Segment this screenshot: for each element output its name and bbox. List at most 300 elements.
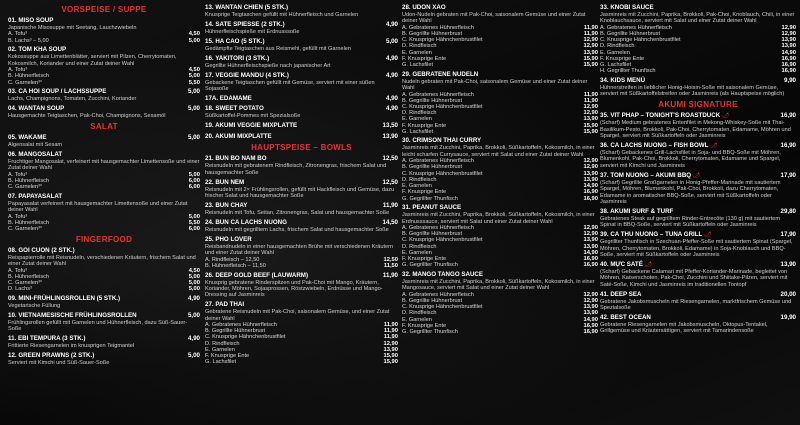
option-label: B. Gegrillte Hühnerbrust bbox=[402, 231, 463, 238]
menu-item-price: 4,90 bbox=[385, 20, 398, 28]
menu-item-name: 34. KIDS MENÜ bbox=[600, 76, 646, 84]
menu-item-price: 4,90 bbox=[187, 294, 200, 302]
menu-item-title bbox=[402, 204, 461, 212]
option-price: 12,90 bbox=[583, 231, 598, 238]
menu-item-header bbox=[8, 105, 200, 113]
menu-item-title bbox=[8, 105, 64, 113]
menu-item-header bbox=[600, 314, 796, 322]
menu-item-header bbox=[402, 137, 598, 145]
menu-item-option bbox=[8, 226, 200, 232]
option-price: 12,50 bbox=[383, 256, 398, 263]
option-label: A. Tofu³ bbox=[8, 31, 28, 38]
menu-item-title bbox=[600, 4, 654, 12]
option-price: 12,90 bbox=[781, 31, 796, 38]
menu-item-header bbox=[402, 71, 598, 79]
option-price: 12,90 bbox=[583, 158, 598, 165]
menu-item-title bbox=[600, 142, 718, 150]
menu-item bbox=[205, 55, 398, 69]
option-price: 6,00 bbox=[188, 177, 200, 184]
menu-item-header bbox=[600, 231, 796, 239]
menu-column-2 bbox=[205, 4, 398, 425]
menu-item-price: 11,90 bbox=[382, 271, 398, 279]
chili-icon: 🌶 bbox=[708, 142, 718, 149]
menu-item-title bbox=[600, 291, 642, 299]
menu-item-title bbox=[8, 17, 53, 25]
option-label: A. Tofu³ bbox=[8, 171, 28, 178]
option-price: 16,90 bbox=[781, 68, 796, 75]
option-price: 13,90 bbox=[583, 176, 598, 183]
menu-item-description: Gebratenes Steak auf gegrilltem Rinder-Entrecôte (130 g) mit sautiertem Spinat in BBQ-Soße, serviert mit Süßkartoffeln oder Jasminreis bbox=[600, 215, 781, 229]
menu-item-description: Jasminreis mit Zucchini, Paprika, Brokkoli, Süßkartoffeln, Kokosmilch, in einer leicht scharfen Currysauce, serviert mit Salat und einer Zutat deiner Wahl bbox=[402, 145, 595, 158]
menu-item-title bbox=[402, 137, 481, 145]
menu-item-header bbox=[600, 291, 796, 299]
option-price: 12,90 bbox=[583, 103, 598, 110]
menu-item-description: Reispapierrolle mit Reisnudeln, verschiedenen Kräutern, frischem Salat und einer Zutat deiner Wahl bbox=[8, 254, 196, 268]
option-price: 11,90 bbox=[583, 24, 598, 31]
option-price: 16,90 bbox=[583, 256, 598, 263]
menu-item-title bbox=[402, 71, 478, 79]
menu-item-name: 19. AKUMI VEGGIE MIXPLATTE bbox=[205, 122, 298, 130]
menu-item-header bbox=[600, 142, 796, 150]
menu-item-header bbox=[8, 88, 200, 96]
menu-item-header bbox=[8, 46, 200, 54]
menu-item-name: 03. CA HOI SOUP / LACHSSUPPE bbox=[8, 88, 107, 96]
menu-item-description: Reisnudeln mit gegrilltem Lachs, frischem Salat und hausgemachter Soße bbox=[205, 226, 389, 233]
menu-item-header bbox=[8, 295, 200, 303]
menu-column-4 bbox=[600, 4, 796, 425]
menu-item-description: Knusprig gebratene Rinderspitzen und Pak-Choi mit Mango, Kräutern, Koriander, Möhren, Sojasprossen, Röstzwiebeln, Erdnüsse und Mango-Dressing auf Jasminreis bbox=[205, 279, 383, 299]
menu-item-title bbox=[205, 105, 264, 113]
menu-item-title bbox=[205, 155, 267, 163]
menu-item bbox=[8, 352, 200, 366]
menu-item-description: Hühnerfleischspieße mit Erdnusssoße bbox=[205, 28, 300, 35]
option-label: A. Tofu³ bbox=[8, 267, 28, 274]
menu-item-option bbox=[205, 359, 398, 365]
option-label: G. Gegrillter Thunfisch bbox=[402, 262, 458, 269]
menu-item bbox=[402, 137, 598, 201]
menu-item-header bbox=[8, 193, 200, 201]
option-label: A. Gebratenes Hühnerfleisch bbox=[402, 291, 474, 298]
option-price: 12,90 bbox=[583, 43, 598, 50]
menu-item bbox=[205, 272, 398, 299]
menu-item-title bbox=[8, 247, 75, 255]
menu-item-description: Serviert mit Kimchi und Süß-Sauer-Soße bbox=[8, 360, 110, 367]
menu-item-header bbox=[402, 271, 598, 279]
menu-item-description: Süßkartoffel-Pommes mit Spezialsoße bbox=[205, 113, 301, 120]
menu-item bbox=[8, 247, 200, 293]
option-price: 4,50 bbox=[188, 31, 200, 38]
menu-item-title bbox=[205, 95, 252, 103]
option-label: B. Hühnerfleisch bbox=[8, 73, 50, 80]
menu-item-title bbox=[600, 112, 730, 120]
menu-item-description: Papayasalat verfeinert mit hausgemachter Limettensoße und einer Zutat deiner Wahl bbox=[8, 200, 188, 214]
menu-item-option bbox=[402, 129, 598, 135]
menu-item-description: Gedämpfte Teigtaschen aus Reismehl, gefüllt mit Garnelen bbox=[205, 45, 352, 52]
menu-item bbox=[8, 335, 200, 349]
menu-item-header bbox=[205, 202, 398, 210]
option-price: 13,90 bbox=[781, 43, 796, 50]
option-label: A. Gebratenes Hühnerfleisch bbox=[600, 24, 672, 31]
menu-item-option bbox=[402, 262, 598, 268]
menu-item-description: Jasminreis mit Zucchini, Paprika, Brokkoli, Süßkartoffeln, Kokosmilch, in einer Erdnusssauce, serviert mit Salat und einer Zutat deiner Wahl bbox=[402, 212, 595, 225]
option-label: C. Knusprige Hähnchenbrustfilet bbox=[402, 170, 483, 177]
menu-item-name: 38. AKUMI SURF & TURF bbox=[600, 207, 674, 215]
menu-item bbox=[8, 105, 200, 119]
menu-item-option bbox=[205, 263, 398, 269]
menu-item-name: 13. WANTAN CHIEN (5 STK.) bbox=[205, 4, 289, 11]
menu-item-name: 08. GOI CUON (2 STK.) bbox=[8, 246, 75, 254]
menu-item-name: 09. MINI-FRÜHLINGSROLLEN (5 STK.) bbox=[8, 294, 121, 302]
menu-item-price: 13,50 bbox=[382, 122, 398, 130]
menu-item-title bbox=[205, 236, 252, 244]
menu-item-header bbox=[600, 112, 796, 120]
menu-item-price: 14,50 bbox=[382, 218, 398, 226]
menu-item-description: Hühnerstreifen in lieblicher Honig-Hoisin-Soße mit saisonalem Gemüse, serviert mit Süßkartoffelstreifen oder Jasminreis (als Hauptspeise möglich) bbox=[600, 84, 785, 98]
option-label: D. Rindfleisch bbox=[600, 43, 635, 50]
menu-item-price: 4,90 bbox=[187, 335, 200, 343]
option-price: 13,90 bbox=[583, 243, 598, 250]
menu-item-name: 27. PAD THAI bbox=[205, 301, 245, 309]
menu-item-description: Gegrillter Thunfisch in Szechuan-Pfeffer-Soße mit sautiertem Spinat (Spargel, Möhren, Cherrytomaten, Brokkoli, Edamame) in Soja-Knoblauch und BBQ-Soße, serviert mit Süßkartoffeln oder Jasminreis bbox=[600, 239, 793, 258]
menu-item bbox=[205, 105, 398, 119]
menu-item-name: 36. CA LACHS NUONG – FISH BOWL bbox=[600, 141, 709, 149]
menu-item-header bbox=[8, 151, 200, 159]
menu-item-description: Frühlingsrollen gefüllt mit Garnelen und Hühnerfleisch, dazu Süß-Sauer-Soße bbox=[8, 319, 188, 333]
menu-item-title bbox=[205, 4, 288, 12]
option-label: B. Hühnerfleisch bbox=[8, 219, 50, 226]
option-price: 16,90 bbox=[583, 195, 598, 202]
option-price: 11,50 bbox=[383, 262, 398, 269]
menu-item bbox=[205, 236, 398, 269]
menu-item-title bbox=[205, 21, 285, 29]
option-label: C. Garnelen³° bbox=[8, 226, 43, 233]
menu-item-price: 9,90 bbox=[783, 76, 796, 84]
option-label: D. Rindfleisch bbox=[205, 340, 240, 347]
menu-item bbox=[205, 72, 398, 93]
menu-item-price: 16,90 bbox=[780, 141, 796, 149]
option-price: 5,00 bbox=[188, 273, 200, 280]
menu-item-title bbox=[8, 352, 94, 360]
option-price: 15,90 bbox=[583, 122, 598, 129]
menu-item-title bbox=[205, 219, 287, 227]
menu-item-name: 42. BEST OCEAN bbox=[600, 313, 651, 321]
menu-item-title bbox=[8, 134, 47, 142]
menu-item-name: 32. MANGO TANGO SAUCE bbox=[402, 270, 484, 278]
option-label: A. Rindfleisch – 12,50 bbox=[205, 256, 260, 263]
menu-item-title bbox=[205, 202, 247, 210]
menu-item-description: Gebratene Reisnudeln mit Pak-Choi, saisonalem Gemüse, und einer Zutat deiner Wahl bbox=[205, 309, 390, 322]
menu-item-name: 35. VIT PHAP – TONIGHT'S ROASTDUCK bbox=[600, 112, 721, 120]
menu-item-name: 06. MANGOSALAT bbox=[8, 150, 63, 158]
option-price: 14,90 bbox=[583, 316, 598, 323]
menu-item-title bbox=[8, 312, 137, 320]
section-heading: FINGERFOOD bbox=[75, 234, 133, 244]
menu-item-header bbox=[8, 312, 200, 320]
menu-item-header bbox=[205, 95, 398, 103]
menu-item bbox=[205, 133, 398, 141]
option-price: 15,90 bbox=[383, 359, 398, 366]
menu-item-title bbox=[8, 193, 62, 201]
option-label: C. Knusprige Hähnchenbrustfilet bbox=[402, 237, 483, 244]
menu-item-name: 37. TOM NUONG – AKUMI BBQ bbox=[600, 171, 692, 179]
option-price: 11,90 bbox=[383, 322, 398, 329]
menu-item-title bbox=[205, 272, 308, 280]
menu-item-header bbox=[205, 133, 398, 141]
menu-item-name: 21. BUN BO NAM BO bbox=[205, 155, 267, 163]
menu-item-header bbox=[205, 179, 398, 187]
menu-item bbox=[600, 77, 796, 98]
option-price: 5,00 bbox=[188, 171, 200, 178]
option-label: A. Gebratenes Hühnerfleisch bbox=[402, 158, 474, 165]
option-price: 13,90 bbox=[383, 346, 398, 353]
option-label: H. Gegrillter Thunfisch bbox=[600, 68, 656, 75]
option-label: D. Rindfleisch bbox=[402, 176, 437, 183]
option-label: A. Gebratenes Hühnerfleisch bbox=[402, 225, 474, 232]
option-price: 6,00 bbox=[188, 226, 200, 233]
menu-item-description: (Scharf) Gebackenes Grill-Lachsfilet in Soja- und BBQ-Soße mit Möhren, Blumenkohl, Pak-Choi, Brokkoli, Cherrytomaten, Edamame und Spargel, serviert mit Kimchi und Jasminreis bbox=[600, 149, 781, 169]
option-price: 12,90 bbox=[583, 297, 598, 304]
option-price: 15,90 bbox=[583, 128, 598, 135]
menu-item-header bbox=[205, 72, 398, 80]
option-price: 14,90 bbox=[583, 249, 598, 256]
option-label: G. Gegrillter Thunfisch bbox=[402, 195, 458, 202]
option-label: D. Rindfleisch bbox=[402, 310, 437, 317]
menu-item-description: (Scharf) Gebackene Calamari mit Pfeffer-Koriander-Marinade, begleitet von Möhren, Kaiserschoten, Pak-Choi, Zucchini und Shiitake-Pilzen, serviert mit Saté-Soße, Kimchi und Jasminreis im traditionellen Tontopf bbox=[600, 268, 788, 288]
menu-item-description: Reisnudeln mit 2× Frühlingsrollen, gefüllt mit Hackfleisch und Gemüse, dazu frischer Salat und hausgemachter Soße bbox=[205, 186, 395, 200]
option-label: F. Knusprige Ente bbox=[402, 122, 447, 129]
menu-item-header bbox=[205, 236, 398, 244]
menu-item bbox=[402, 4, 598, 68]
menu-item-name: 26. DEEP GOLD BEEF (LAUWARM) bbox=[205, 271, 309, 279]
option-price: 14,90 bbox=[781, 49, 796, 56]
option-label: E. Garnelen bbox=[600, 49, 630, 56]
menu-item-price: 5,00 bbox=[187, 311, 200, 319]
menu-item-option bbox=[8, 184, 200, 190]
menu-item-description: Algensalat mit Sesam bbox=[8, 142, 63, 149]
option-label: B. Gegrillte Hühnerbrust bbox=[402, 297, 463, 304]
menu-item-name: 25. PHO LOVER bbox=[205, 235, 252, 243]
option-price: 5,50 bbox=[188, 219, 200, 226]
menu-item-header bbox=[205, 219, 398, 227]
menu-item-name: 15. HA CAO (5 STK.) bbox=[205, 37, 265, 45]
chili-icon: 🌶 bbox=[702, 232, 712, 239]
menu-item bbox=[8, 193, 200, 232]
option-label: B. Gegrillte Hühnerbrust bbox=[600, 31, 661, 38]
option-price: 16,90 bbox=[583, 189, 598, 196]
option-label: C. Garnelen³° bbox=[8, 184, 43, 191]
menu-item-description: (Scharf) Medium gebratenes Entenfilet in Mekong-Whiskey-Soße mit Thai-Basilikum-Pesto, Brokkoli, Pak-Choi, Cherrytomaten, Edamame, Möhren und Spargel, serviert mit Süßkartoffeln oder Jasminreis bbox=[600, 120, 791, 140]
option-label: F. Knusprige Ente bbox=[402, 322, 447, 329]
option-label: G. Lachsfilet bbox=[402, 62, 434, 69]
menu-item-option bbox=[8, 80, 200, 86]
menu-item-header bbox=[205, 105, 398, 113]
option-price: 13,90 bbox=[583, 116, 598, 123]
menu-item-description: Nudeln gebraten mit Pak-Choi, saisonalem Gemüse und einer Zutat deiner Wahl bbox=[402, 78, 588, 92]
menu-item-name: 05. WAKAME bbox=[8, 134, 47, 142]
option-label: A. Tofu³ bbox=[8, 67, 28, 74]
menu-item-price: 4,90 bbox=[385, 54, 398, 62]
menu-item-description: Gebackene Teigtaschen gefüllt mit Gemüse, serviert mit einer süßen Sojasoße bbox=[205, 79, 375, 93]
menu-item-name: 28. UDON XAO bbox=[402, 4, 446, 11]
menu-item-description: Reisbandnudeln in einer hausgemachten Brühe mit verschiedenen Kräutern und einer Zutat deiner Wahl bbox=[205, 243, 394, 257]
menu-item-name: 17A. EDAMAME bbox=[205, 94, 252, 102]
menu-item-title bbox=[205, 55, 269, 63]
option-label: B. Gegrillte Hühnerbrust bbox=[402, 97, 463, 104]
option-price: 5,00 bbox=[188, 213, 200, 220]
menu-item-price: 12,50 bbox=[382, 155, 398, 163]
option-price: 16,90 bbox=[583, 322, 598, 329]
menu-item-price: 11,90 bbox=[382, 201, 398, 209]
menu-item-price: 4,90 bbox=[385, 105, 398, 113]
menu-item-description: Vegetarische Füllung bbox=[8, 302, 61, 309]
option-label: A. Gebratenes Hühnerfleisch bbox=[205, 322, 277, 329]
option-label: C. Knusprige Hähnchenbrustfilet bbox=[402, 103, 483, 110]
option-price: 11,90 bbox=[583, 91, 598, 98]
menu-item-title bbox=[8, 295, 120, 303]
menu-item-description: Jasminreis mit Zucchini, Paprika, Brokkoli, Pak-Choi, Knoblauch, Chili, in einer Knoblauchsauce, serviert mit Salat und einer Zutat deiner Wahl bbox=[600, 12, 795, 25]
option-price: 13,90 bbox=[583, 170, 598, 177]
option-label: E. Garnelen bbox=[402, 249, 432, 256]
option-price: 16,90 bbox=[781, 55, 796, 62]
menu-item-price: 19,90 bbox=[780, 313, 796, 321]
menu-item-price: 13,90 bbox=[382, 132, 398, 140]
option-label: E. Garnelen bbox=[402, 183, 432, 190]
option-label: G. Lachsfilet bbox=[600, 62, 632, 69]
menu-item-name: 31. PEANUT SAUCE bbox=[402, 204, 462, 212]
menu-item-price: 17,90 bbox=[780, 171, 796, 179]
menu-item-name: 14. SATE SPIESSE (2 STK.) bbox=[205, 20, 285, 28]
menu-item-header bbox=[8, 134, 200, 142]
menu-item-price: 5,00 bbox=[385, 37, 398, 45]
option-price: 15,90 bbox=[583, 62, 598, 69]
option-label: G. Lachsfilet bbox=[205, 359, 237, 366]
menu-item bbox=[205, 38, 398, 52]
menu-item-option bbox=[402, 329, 598, 335]
menu-item-title bbox=[205, 122, 297, 130]
menu-item-header bbox=[8, 352, 200, 360]
menu-item bbox=[600, 4, 796, 74]
option-price: 13,90 bbox=[781, 37, 796, 44]
menu-item-header bbox=[205, 301, 398, 309]
option-label: C. Knusprige Hähnchenbrustfilet bbox=[402, 304, 483, 311]
menu-item-header bbox=[205, 155, 398, 163]
menu-item-header bbox=[600, 77, 796, 85]
option-label: F. Knusprige Ente bbox=[402, 189, 447, 196]
menu-item-title bbox=[600, 208, 673, 216]
menu-item-description: Reisnudeln mit Tofu, Seitan, Zitronengras, Salat und hausgemachter Soße bbox=[205, 209, 390, 216]
menu-item-title bbox=[600, 314, 651, 322]
menu-item-name: 22. BUN NEM bbox=[205, 178, 245, 186]
option-label: E. Garnelen bbox=[402, 116, 432, 123]
option-label: F. Knusprige Ente bbox=[205, 353, 250, 360]
menu-item-name: 02. TOM KHA SOUP bbox=[8, 46, 67, 54]
menu-item-description: Fruchtiger Mangosalat, verfeinert mit hausgemachter Limettensoße und einer Zutat deiner Wahl bbox=[8, 158, 200, 172]
option-price: 16,90 bbox=[583, 328, 598, 335]
menu-item-header bbox=[8, 247, 200, 255]
option-price: 5,00 bbox=[188, 37, 200, 44]
menu-item-header bbox=[205, 272, 398, 280]
option-label: E. Garnelen bbox=[402, 49, 432, 56]
menu-item-title bbox=[402, 4, 446, 12]
menu-item bbox=[600, 291, 796, 312]
option-price: 12,90 bbox=[583, 110, 598, 117]
menu-item bbox=[600, 314, 796, 335]
menu-item-header bbox=[600, 208, 796, 216]
option-price: 13,90 bbox=[583, 237, 598, 244]
menu-item-price: 29,80 bbox=[780, 207, 796, 215]
menu-item-title bbox=[8, 335, 85, 343]
option-label: B. Hühnerfleisch bbox=[8, 177, 50, 184]
option-price: 5,00 bbox=[188, 73, 200, 80]
option-price: 16,90 bbox=[781, 62, 796, 69]
menu-item-name: 17. VEGGIE MANDU (4 STK.) bbox=[205, 71, 289, 79]
menu-item-price: 13,90 bbox=[780, 260, 796, 268]
menu-item bbox=[600, 208, 796, 229]
option-price: 12,90 bbox=[583, 291, 598, 298]
menu-item bbox=[8, 134, 200, 148]
menu-item-price: 5,00 bbox=[187, 134, 200, 142]
option-price: 6,00 bbox=[188, 184, 200, 191]
option-price: 5,50 bbox=[188, 79, 200, 86]
option-price: 15,90 bbox=[383, 353, 398, 360]
menu-item bbox=[205, 301, 398, 365]
menu-item bbox=[205, 95, 398, 103]
option-label: C. Knusprige Hähnchenbrustfilet bbox=[402, 37, 483, 44]
option-label: D. Lachs³ bbox=[8, 286, 32, 293]
option-price: 13,90 bbox=[583, 310, 598, 317]
menu-item-name: 23. BUN CHAY bbox=[205, 201, 248, 209]
menu-item-header bbox=[205, 55, 398, 63]
option-label: G. Gegrillter Thunfisch bbox=[402, 328, 458, 335]
option-price: 12,90 bbox=[383, 340, 398, 347]
menu-item-title bbox=[205, 179, 244, 187]
menu-item-price: 5,00 bbox=[187, 105, 200, 113]
menu-item-price: 12,50 bbox=[382, 178, 398, 186]
option-price: 5,00 bbox=[188, 280, 200, 287]
section-heading: AKUMI SIGNATURE bbox=[658, 100, 738, 110]
menu-item-name: 11. EBI TEMPURA (3 STK.) bbox=[8, 335, 86, 343]
menu-item-title bbox=[600, 261, 652, 269]
option-label: C. Garnelen³° bbox=[8, 280, 43, 287]
menu-item-header bbox=[402, 204, 598, 212]
menu-item-description: Jasminreis mit Zucchini, Paprika, Brokkoli, Süßkartoffeln, Kokosmilch, in einer Mangosauce, serviert mit Salat und einer Zutat deiner Wahl bbox=[402, 278, 595, 292]
option-label: A. Gebratenes Hühnerfleisch bbox=[402, 91, 474, 98]
menu-item-header bbox=[205, 4, 398, 12]
menu-item-title bbox=[205, 301, 244, 309]
chili-icon: 🌶 bbox=[691, 172, 701, 179]
option-price: 4,50 bbox=[188, 67, 200, 74]
menu-item-price: 4,90 bbox=[385, 71, 398, 79]
menu-item bbox=[205, 4, 398, 18]
menu-item-description: Kokossuppe aus Limettenblätter, serviert mit Pilzen, Cherrytomaten, Kokosmilch, Koriander und einer Zutat deiner Wahl bbox=[8, 54, 177, 67]
menu-item-title bbox=[8, 88, 106, 96]
menu-item-option bbox=[600, 68, 796, 74]
chili-icon: 🌶 bbox=[720, 113, 730, 120]
menu-item bbox=[402, 204, 598, 268]
menu-item bbox=[205, 21, 398, 35]
menu-item-name: 40. MỰC SATÉ bbox=[600, 260, 643, 268]
option-label: F. Knusprige Ente bbox=[402, 256, 447, 263]
menu-item-name: 10. VIETNAMESISCHE FRÜHLINGSROLLEN bbox=[8, 311, 137, 319]
menu-column-1 bbox=[8, 4, 200, 425]
menu-item-description: Udon-Nudeln gebraten mit Pak-Choi, saisonalem Gemüse und einer Zutat deiner Wahl bbox=[402, 12, 586, 25]
option-label: A. Gebratenes Hühnerfleisch bbox=[402, 24, 474, 31]
option-price: 13,90 bbox=[583, 49, 598, 56]
menu-item-name: 29. GEBRATENE NUDELN bbox=[402, 70, 479, 78]
option-price: 5,00 bbox=[188, 286, 200, 293]
menu-item-name: 24. BUN CA LACHS NUONG bbox=[205, 218, 287, 226]
menu-item bbox=[205, 122, 398, 130]
